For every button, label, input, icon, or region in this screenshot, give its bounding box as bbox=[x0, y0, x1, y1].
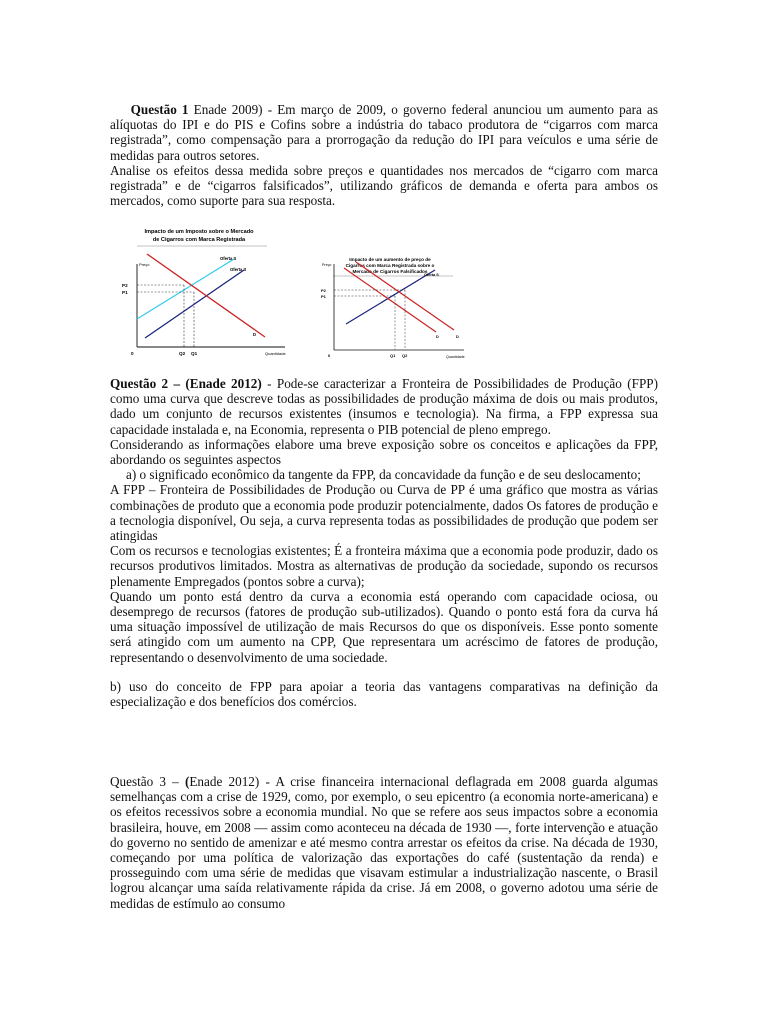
chart-1-p1-label: P1 bbox=[122, 290, 128, 295]
chart-2-title-line2: Cigarros com Marca Registrada sobre o bbox=[345, 263, 435, 268]
question-3-label-suffix: Enade 2012) bbox=[189, 774, 260, 789]
question-2-text: - Pode-se caracterizar a Fronteira de Possibilidades de Produção (FPP) como uma curva que descreve todas as possibilidades de produção máxima de dois ou mais produtos, dado um conjunto de recursos existentes (insumos e tecnologia). Na firma, a FPP expressa sua capacidade instalada e, na Economia, representa o PIB potencial de pleno emprego. bbox=[110, 376, 658, 437]
chart-2-demand-2-label: D bbox=[456, 335, 459, 339]
chart-counterfeit-cigarettes bbox=[318, 256, 470, 364]
chart-1-p2-label: P2 bbox=[122, 283, 128, 288]
chart-2-p1-label: P1 bbox=[321, 294, 326, 299]
chart-1-supply-new-label: Oferta S bbox=[220, 256, 237, 261]
chart-1-q2-label: Q2 bbox=[179, 351, 186, 356]
chart-2-y-axis-label: Preço bbox=[322, 263, 332, 267]
answer-paragraph-2: Com os recursos e tecnologias existentes; É a fronteira máxima que a economia pode produzir, dado os recursos produtivos limitados. Mostra as alternativas de produção da sociedade, supondo os recursos plenamente Empregados (pontos sobre a curva); bbox=[110, 543, 658, 589]
spacer bbox=[110, 665, 658, 679]
chart-1-origin-label: 0 bbox=[131, 351, 134, 356]
chart-1-supply-old-label: Oferta S bbox=[230, 267, 247, 272]
chart-2-demand-1-label: D bbox=[436, 335, 439, 339]
chart-2-supply-label: Oferta S bbox=[424, 273, 439, 277]
answer-paragraph-3: Quando um ponto está dentro da curva a economia está operando com capacidade ociosa, ou desemprego de recursos (fatores de produção sub-utilizados). Quando o ponto está fora da curva há uma situação impossível de utilização de mais Recursos do que os disponíveis. Esse ponto somente será atingido com um aumento na CPP, Que representara um acréscimo de fatores de produção, representando o desenvolvimento de uma sociedade. bbox=[110, 588, 658, 665]
question-2-instruction: Considerando as informações elabore uma breve exposição sobre os conceitos e aplicações da FPP, abordando os seguintes aspectos bbox=[110, 436, 658, 468]
question-1-instruction: Analise os efeitos dessa medida sobre preços e quantidades nos mercados de “cigarro com marca registrada” e de “cigarros falsificados”, utilizando gráficos de demanda e oferta para ambos os mercados, como suporte para sua resposta. bbox=[110, 162, 658, 209]
question-3-label-paren: ( bbox=[184, 774, 190, 789]
question-1-label: Questão 1 bbox=[130, 102, 189, 117]
chart-1-svg bbox=[117, 224, 295, 362]
chart-2-origin-label: 0 bbox=[328, 353, 331, 358]
chart-2-p2-label: P2 bbox=[321, 288, 326, 293]
chart-2-title-line3: Mercado de Cigarros Falsificados bbox=[352, 269, 428, 274]
question-2-statement bbox=[110, 376, 658, 437]
chart-2-svg bbox=[318, 256, 470, 364]
question-1 bbox=[110, 102, 658, 208]
question-2-label: Questão 2 – (Enade 2012) bbox=[110, 376, 262, 391]
chart-2-q2-label: Q2 bbox=[402, 353, 408, 358]
chart-branded-cigarettes-tax bbox=[117, 224, 295, 362]
chart-2-title-line1: Impacto de um aumento de preço de bbox=[349, 257, 431, 262]
chart-1-supply-old-line bbox=[145, 270, 244, 338]
chart-1-title-line1: Impacto de um Imposto sobre o Mercado bbox=[144, 229, 254, 235]
question-2 bbox=[110, 376, 658, 709]
question-3 bbox=[110, 774, 658, 911]
chart-1-x-axis-label: Quantidade bbox=[265, 351, 286, 356]
question-3-statement bbox=[110, 774, 658, 911]
chart-1-q1-label: Q1 bbox=[191, 351, 198, 356]
question-2-item-b: b) uso do conceito de FPP para apoiar a teoria das vantagens comparativas na definição da especialização e dos benefícios dos comércios. bbox=[110, 678, 658, 710]
question-1-text: Enade 2009) - Em março de 2009, o governo federal anunciou um aumento para as alíquotas do IPI e do PIS e Cofins sobre a indústria do tabaco produtora de “cigarros com marca registrada”, como compensação para a prorrogação da redução do IPI para veículos e uma série de medidas para outros setores. bbox=[110, 102, 659, 163]
question-3-label-prefix: Questão 3 – bbox=[110, 774, 185, 789]
answer-paragraph-1: A FPP – Fronteira de Possibilidades de Produção ou Curva de PP é uma gráfico que mostra as várias combinações de produto que a economia pode produzir potencialmente, dados Os fatores de produção e a tecnologia disponível, Ou seja, a curva representa todas as possibilidades de produção que podem ser atingidas bbox=[110, 482, 658, 544]
chart-1-y-axis-label: Preço bbox=[139, 262, 150, 267]
chart-1-title-line2: de Cigarros com Marca Registrada bbox=[152, 237, 246, 243]
question-1-statement bbox=[110, 102, 658, 163]
chart-1-demand-label: D bbox=[253, 332, 257, 337]
chart-2-q1-label: Q1 bbox=[390, 353, 396, 358]
chart-2-x-axis-label: Quantidade bbox=[446, 355, 465, 359]
question-2-item-a: a) o significado econômico da tangente da FPP, da concavidade da função e de seu deslocamento; bbox=[126, 467, 641, 483]
question-3-text: - A crise financeira internacional deflagrada em 2008 guarda algumas semelhanças com a crise de 1929, como, por exemplo, o seu epicentro (a economia norte-americana) e os efeitos recessivos sobre a economia mundial. No que se refere aos seus impactos sobre a economia brasileira, houve, em 2008 — assim como aconteceu na década de 1930 —, forte intervenção e atuação do governo no sentido de amenizar e até mesmo contra arrestar os efeitos da crise. Na década de 1930, começando por uma política de valorização das exportações do café (sustentação da renda) e prosseguindo com uma série de medidas que visavam estimular a industrialização nascente, o Brasil logrou alcançar uma saída relativamente rápida da crise. Já em 2008, o governo adotou uma série de medidas de estímulo ao consumo bbox=[110, 774, 658, 911]
